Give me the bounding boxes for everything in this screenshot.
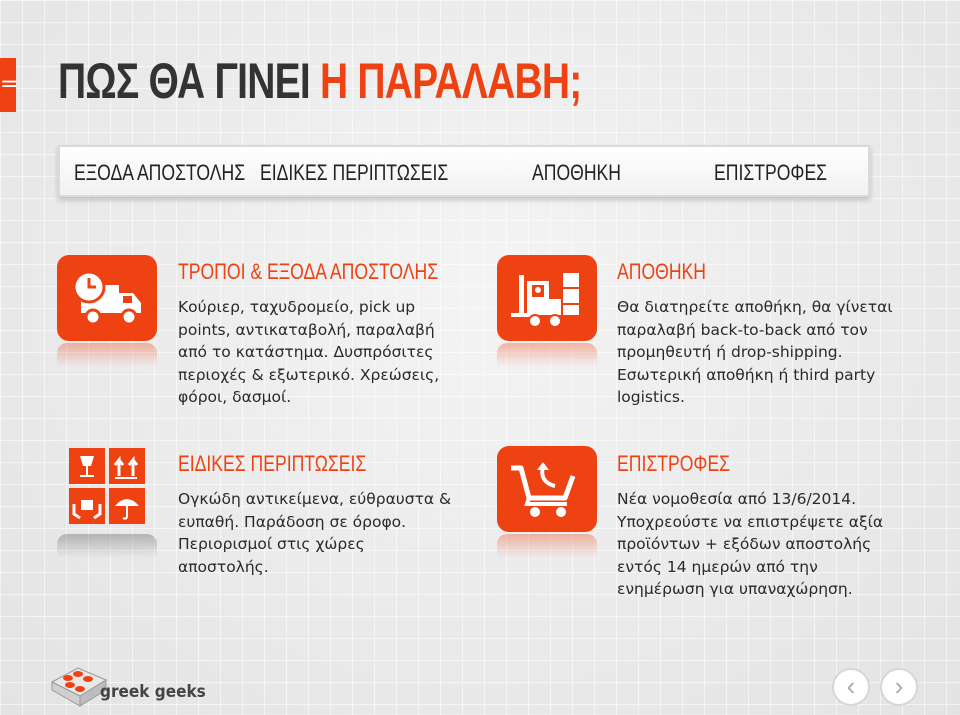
forklift-icon bbox=[497, 255, 597, 341]
page-title bbox=[58, 52, 581, 110]
card-warehouse-text bbox=[617, 296, 893, 409]
icon-reflection bbox=[497, 534, 597, 558]
card-returns-line: Υποχρεούστε να επιστρέψετε αξία bbox=[617, 512, 884, 531]
card-special-cases-line: Περιορισμοί στις χώρες bbox=[178, 535, 365, 553]
card-returns-line: προϊόντων + εξόδων αποστολής bbox=[617, 535, 872, 553]
icon-reflection bbox=[497, 343, 597, 367]
card-shipping-line: περιοχές & εξωτερικό. Χρεώσεις, bbox=[178, 365, 440, 384]
card-returns-line: ενημέρωση για υπαναχώρηση. bbox=[617, 580, 853, 598]
next-button[interactable]: › bbox=[880, 668, 918, 706]
tab-warehouse[interactable]: ΑΠΟΘΗΚΗ bbox=[532, 160, 621, 185]
card-returns-line: Νέα νομοθεσία από 13/6/2014. bbox=[617, 490, 857, 508]
card-warehouse-line: προμηθευτή ή drop-shipping. bbox=[617, 343, 843, 361]
card-special-cases-line: Ογκώδη αντικείμενα, εύθραυστα & bbox=[178, 490, 452, 508]
fragile-package-symbols-icon bbox=[57, 446, 157, 532]
card-returns-text bbox=[617, 488, 883, 601]
card-shipping-title: ΤΡΟΠΟΙ & ΕΞΟΔΑ ΑΠΟΣΤΟΛΗΣ bbox=[178, 259, 439, 284]
card-special-cases-line: αποστολής. bbox=[178, 557, 269, 576]
logo-text: greek geeks bbox=[100, 682, 206, 702]
card-shipping-line: points, αντικαταβολή, παραλαβή bbox=[178, 320, 435, 339]
tab-special-cases[interactable]: ΕΙΔΙΚΕΣ ΠΕΡΙΠΤΩΣΕΙΣ bbox=[260, 160, 449, 185]
card-warehouse-title: ΑΠΟΘΗΚΗ bbox=[617, 259, 706, 284]
card-special-cases-text bbox=[178, 488, 451, 578]
card-special-cases-title: ΕΙΔΙΚΕΣ ΠΕΡΙΠΤΩΣΕΙΣ bbox=[178, 451, 367, 476]
card-warehouse-line: logistics. bbox=[617, 388, 685, 406]
previous-button[interactable]: ‹ bbox=[832, 668, 870, 706]
tab-bar bbox=[58, 145, 870, 197]
icon-reflection bbox=[57, 534, 157, 558]
tab-shipping-costs[interactable]: ΕΞΟΔΑ ΑΠΟΣΤΟΛΗΣ bbox=[74, 160, 246, 185]
card-shipping-line: από το κατάστημα. Δυσπρόσιτες bbox=[178, 343, 434, 361]
card-returns-title: ΕΠΙΣΤΡΟΦΕΣ bbox=[617, 451, 731, 476]
card-warehouse-line: Εσωτερική αποθήκη ή third party bbox=[617, 365, 876, 384]
card-shipping-line: Κούριερ, ταχυδρομείο, pick up bbox=[178, 298, 416, 316]
cart-return-icon bbox=[497, 446, 597, 532]
page-title-part-2: Η ΠΑΡΑΛΑΒΗ; bbox=[319, 53, 582, 109]
card-shipping-line: φόροι, δασμοί. bbox=[178, 388, 292, 406]
card-warehouse-line: Θα διατηρείτε αποθήκη, θα γίνεται bbox=[617, 298, 893, 316]
icon-reflection bbox=[57, 343, 157, 367]
card-returns-line: εντός 14 ημερών από την bbox=[617, 557, 818, 576]
card-shipping-text bbox=[178, 296, 439, 409]
delivery-truck-clock-icon bbox=[57, 255, 157, 341]
card-special-cases-line: ευπαθή. Παράδοση σε όροφο. bbox=[178, 512, 407, 531]
hamburger-menu-icon[interactable]: = bbox=[0, 58, 16, 112]
card-warehouse-line: παραλαβή back-to-back από τον bbox=[617, 320, 868, 339]
page-title-part-1: ΠΩΣ ΘΑ ΓΙΝΕΙ bbox=[58, 53, 320, 109]
tab-returns[interactable]: ΕΠΙΣΤΡΟΦΕΣ bbox=[714, 160, 828, 185]
